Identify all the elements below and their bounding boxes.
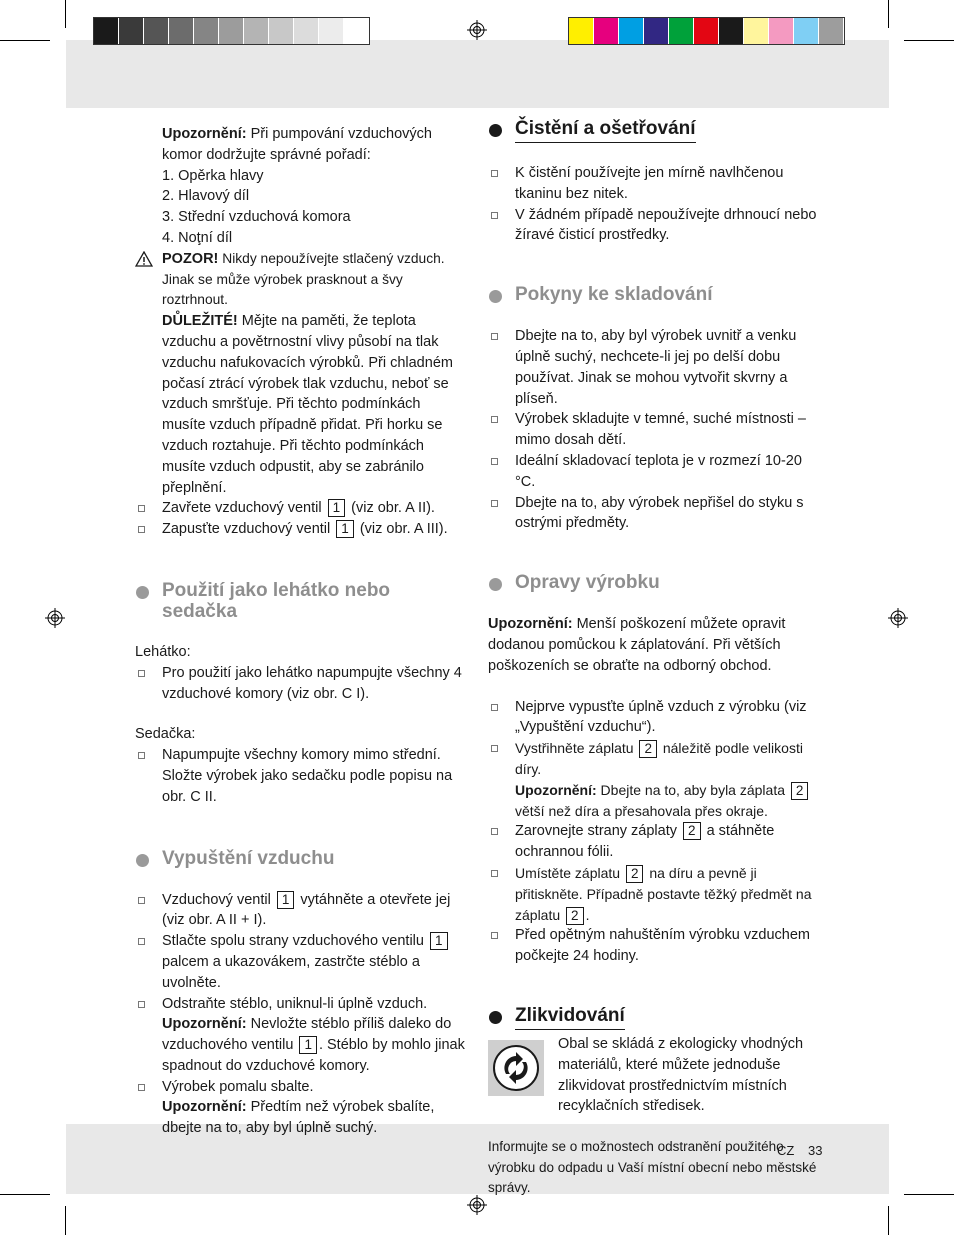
seat-label: Sedačka: (135, 726, 196, 743)
crop-mark (904, 40, 954, 41)
pump-order-note: Upozornění: Při pumpování vzduchových komor dodržujte správné pořadí: (162, 126, 432, 163)
part-number-box: 2 (791, 782, 809, 800)
registration-mark-icon (45, 608, 65, 628)
color-swatch (319, 18, 344, 44)
crop-mark (888, 1206, 889, 1235)
list-item: 3. Střední vzduchová komora (162, 209, 351, 226)
list-item: Umístěte záplatu 2 na díru a pevně ji přitiskněte. Případně postavte těžký předmět na záplatu 2 . (488, 863, 823, 925)
list-item: Vzduchový ventil 1 vytáhněte a otevřete jej (viz obr. A II + I). (135, 890, 465, 932)
list-item: Vystřihněte záplatu 2 náležitě podle velikosti díry. Upozornění: Dbejte na to, aby byla záplata 2 větší než díra a přesahovala přes okraje. (488, 738, 823, 821)
bullet-dot-icon (135, 848, 162, 870)
color-swatch (194, 18, 219, 44)
part-number-box: 1 (277, 891, 295, 909)
section-heading-repair (488, 572, 823, 594)
color-swatch (294, 18, 319, 44)
color-swatch (769, 18, 794, 44)
registration-mark-icon (888, 608, 908, 628)
list-item: Napumpujte všechny komory mimo střední. Složte výrobek jako sedačku podle popisu na obr. C II. (135, 745, 465, 807)
disposal-text: Obal se skládá z ekologicky vhodných materiálů, které můžete jednoduše zlikvidovat prostřednictvím místních recyklačních středisek. (558, 1035, 804, 1115)
list-item: Dbejte na to, aby byl výrobek uvnitř a venku úplně suchý, nechcete-li jej po delší dobu používat. Jinak se mohou vytvořit skvrny a plíseň. (488, 326, 823, 409)
list-item: Nejprve vypusťte úplně vzduch z výrobku (viz „Vypuštění vzduchu“). (488, 697, 823, 739)
section-title: Čistění a ošetřování (515, 118, 696, 143)
registration-mark-icon (467, 1195, 487, 1215)
color-swatch (794, 18, 819, 44)
color-swatch (344, 18, 369, 44)
color-swatch (594, 18, 619, 44)
lounger-label: Lehátko: (135, 643, 191, 660)
list-item: 1. Opěrka hlavy (162, 167, 264, 184)
color-swatch (644, 18, 669, 44)
color-swatch (569, 18, 594, 44)
disposal-block (488, 1030, 823, 1117)
section-title: Pokyny ke skladování (515, 284, 713, 306)
crop-mark (904, 1194, 954, 1195)
language-code: CZ (777, 1143, 795, 1158)
part-number-box: 1 (336, 520, 354, 538)
bullet-dot-icon (488, 572, 515, 594)
color-swatch (144, 18, 169, 44)
list-item: Zavřete vzduchový ventil 1 (viz obr. A II). (135, 498, 465, 519)
section-heading-disposal (488, 1005, 823, 1030)
list-item: Zarovnejte strany záplaty 2 a stáhněte ochrannou fólii. (488, 821, 823, 863)
list-item: Výrobek pomalu sbalte. Upozornění: Předtím než výrobek sbalíte, dbejte na to, aby byl úplně suchý. (135, 1077, 465, 1139)
crop-mark (888, 0, 889, 28)
color-swatch (819, 18, 844, 44)
green-dot-recycling-icon (488, 1040, 544, 1096)
list-item: V žádném případě nepoužívejte drhnoucí nebo žíravé čisticí prostředky. (488, 205, 823, 247)
bullet-dot-icon (135, 580, 162, 602)
warning-block: POZOR! Nikdy nepoužívejte stlačený vzduch. Jinak se může výrobek prasknout a švy roztrhnout. DŮLEŽITÉ! Mějte na paměti, že teplota vzduchu a povětrnostní vlivy působí na tlak vzduchu nafukovacích výrobků. Při chladném počasí ztrácí výrobek tlak vzduchu, neboť se vzduch smršťuje. Při těchto podmínkách musíte vzduch případně přidat. Při horku se vzduch roztahuje. Při těchto podmínkách musíte vzduch odpustit, aby se zabránilo přeplnění. (135, 249, 465, 499)
warning-triangle-icon (135, 251, 153, 267)
list-item: Výrobek skladujte v temné, suché místnosti – mimo dosah dětí. (488, 409, 823, 451)
list-item: Stlačte spolu strany vzduchového ventilu 1 palcem a ukazovákem, zastrčte stéblo a uvolněte. (135, 931, 465, 993)
crop-mark (65, 0, 66, 28)
color-swatch (744, 18, 769, 44)
color-swatch (619, 18, 644, 44)
left-column (135, 124, 465, 1139)
color-swatch (94, 18, 119, 44)
section-title: Opravy výrobku (515, 572, 660, 594)
list-item: Pro použití jako lehátko napumpujte všechny 4 vzduchové komory (viz obr. C I). (135, 663, 465, 705)
bullet-dot-icon (488, 284, 515, 306)
color-swatch (669, 18, 694, 44)
list-item: K čistění používejte jen mírně navlhčenou tkaninu bez nitek. (488, 163, 823, 205)
list-item: Odstraňte stéblo, uniknul-li úplně vzduch. Upozornění: Nevložte stéblo příliš daleko do vzduchového ventilu 1 . Stéblo by mohlo jinak spadnout do vzduchové komory. (135, 994, 465, 1077)
crop-mark (65, 1206, 66, 1235)
section-title: Zlikvidování (515, 1005, 625, 1030)
registration-mark-icon (467, 20, 487, 40)
crop-mark (0, 40, 50, 41)
part-number-box: 1 (430, 932, 448, 950)
part-number-box: 2 (626, 865, 644, 883)
part-number-box: 2 (566, 907, 584, 925)
part-number-box: 2 (639, 740, 657, 758)
list-item: Zapusťte vzduchový ventil 1 (viz obr. A III). (135, 519, 465, 540)
part-number-box: 1 (299, 1036, 317, 1054)
grayscale-color-bar (93, 17, 370, 45)
list-item: 4. Noţní díl (162, 229, 233, 246)
header-band (66, 40, 889, 108)
process-color-bar (568, 17, 845, 45)
list-item: Před opětným nahuštěním výrobku vzduchem počkejte 24 hodiny. (488, 925, 823, 967)
disposal-info: Informujte se o možnostech odstranění použitého výrobku do odpadu u Vaší místní obecní nebo městské správy. (488, 1139, 817, 1196)
section-heading-use (135, 580, 465, 622)
section-title: Použití jako lehátko nebo sedačka (162, 579, 391, 622)
page-number: 33 (808, 1143, 823, 1158)
list-item: Ideální skladovací teplota je v rozmezí 10-20 °C. (488, 451, 823, 493)
section-heading-cleaning (488, 118, 823, 143)
section-title: Vypuštění vzduchu (162, 847, 335, 869)
bullet-dot-icon (488, 118, 515, 140)
list-item: 2. Hlavový díl (162, 188, 250, 205)
color-swatch (169, 18, 194, 44)
list-item: Dbejte na to, aby výrobek nepřišel do styku s ostrými předměty. (488, 493, 823, 535)
crop-mark (0, 1194, 50, 1195)
color-swatch (269, 18, 294, 44)
bullet-dot-icon (488, 1005, 515, 1027)
color-swatch (119, 18, 144, 44)
section-heading-deflate (135, 848, 465, 870)
color-swatch (219, 18, 244, 44)
color-swatch (694, 18, 719, 44)
pump-order-list (135, 166, 465, 249)
section-heading-storage (488, 284, 823, 306)
right-column (488, 118, 823, 1199)
part-number-box: 2 (683, 822, 701, 840)
repair-note: Upozornění: Menší poškození můžete opravit dodanou pomůckou k záplatování. Při větších poškozeních se obraťte na odborný obchod. (488, 616, 786, 674)
color-swatch (244, 18, 269, 44)
part-number-box: 1 (328, 499, 346, 517)
color-swatch (719, 18, 744, 44)
